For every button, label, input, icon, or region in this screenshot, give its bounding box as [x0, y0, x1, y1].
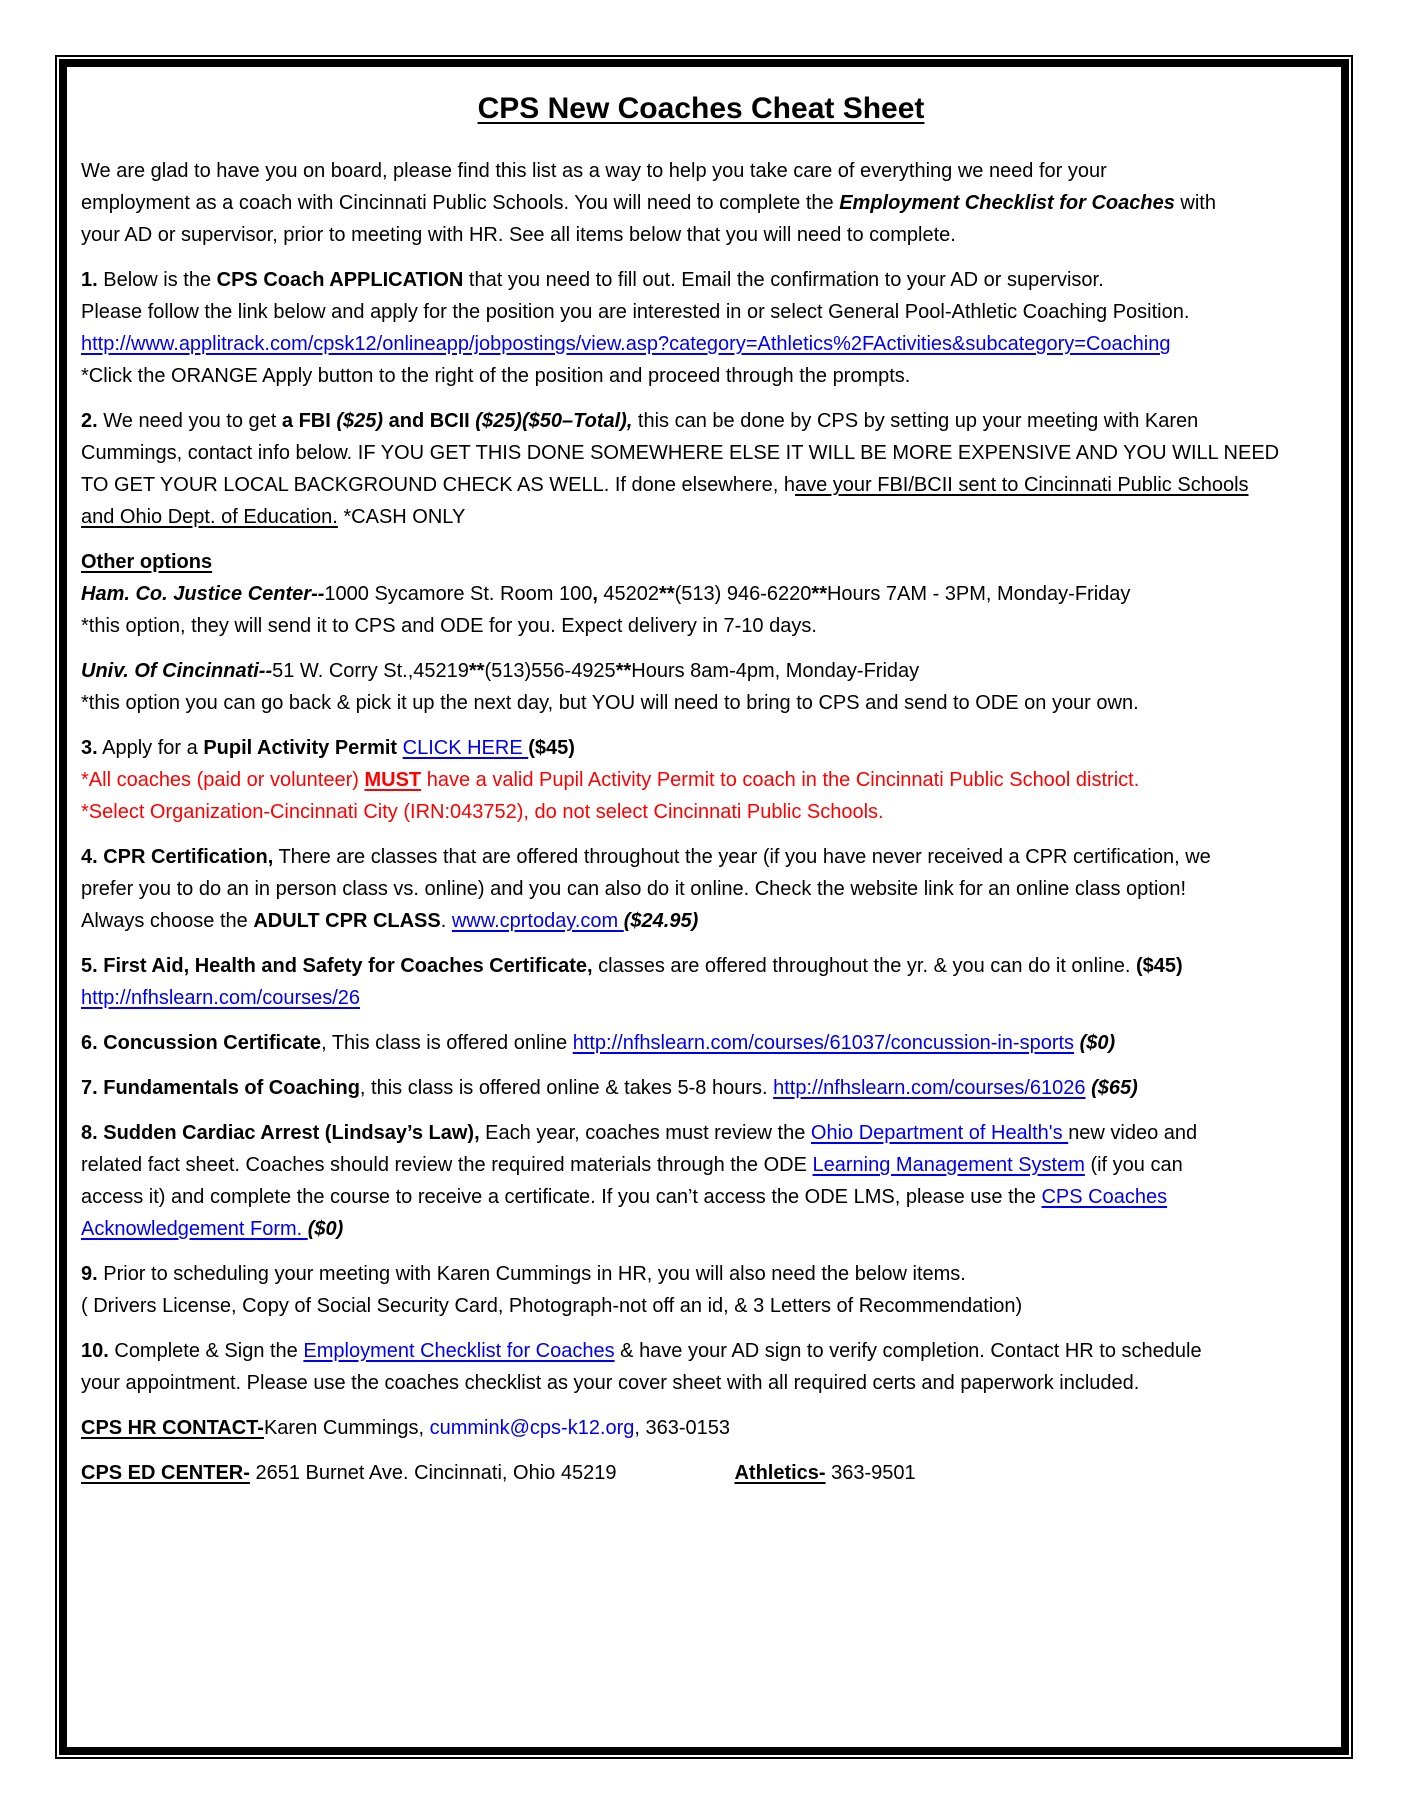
text-run: Ham. Co. Justice Center--: [81, 583, 325, 605]
text-line: [81, 1412, 1321, 1444]
text-run: Apply for a: [97, 737, 204, 759]
text-line: [81, 1335, 1321, 1367]
link-ode-lms[interactable]: Learning Management System: [812, 1154, 1085, 1176]
text-run: *Select Organization-Cincinnati City (IRN:043752), do not select Cincinnati Public Schools.: [81, 801, 884, 823]
item-1-application: [81, 264, 1321, 392]
text-run: ($25): [336, 410, 384, 432]
text-run: ($45): [528, 737, 575, 759]
text-run: 1.: [81, 269, 98, 291]
text-line: [81, 1117, 1321, 1149]
item-2-background-check: [81, 405, 1321, 533]
text-run: Pupil Activity Permit: [203, 737, 403, 759]
text-line: [81, 187, 1321, 219]
item-5-first-aid-certificate: [81, 950, 1321, 1014]
text-line: [81, 905, 1321, 937]
text-run: We need you to get: [97, 410, 282, 432]
text-run: , 363-0153: [634, 1417, 731, 1439]
document-outer-border: [55, 55, 1353, 1759]
other-options-section: [81, 546, 1321, 642]
item-3-pupil-activity-permit: [81, 732, 1321, 828]
text-run: Below is the: [97, 269, 217, 291]
text-line: [81, 469, 1321, 501]
text-run: (513) 946-6220: [674, 583, 812, 605]
text-run: ,: [592, 583, 598, 605]
text-line: [81, 1457, 1321, 1489]
text-line: [81, 578, 1321, 610]
text-run: There are classes that are offered throughout the year (if you have never received a CPR certification, we: [273, 846, 1211, 868]
item-8-sudden-cardiac-arrest: [81, 1117, 1321, 1245]
link-cps-coaches-form-line2[interactable]: Acknowledgement Form.: [81, 1218, 308, 1240]
text-run: 3.: [81, 737, 98, 759]
link-nfhslearn-61026[interactable]: http://nfhslearn.com/courses/61026: [773, 1077, 1086, 1099]
page-title: CPS New Coaches Cheat Sheet: [477, 92, 925, 125]
text-line: [81, 360, 1321, 392]
text-run: and BCII: [383, 410, 476, 432]
link-cps-coaches-form[interactable]: CPS Coaches: [1041, 1186, 1168, 1208]
text-run: CPS HR CONTACT-: [81, 1417, 264, 1439]
text-run: *this option, they will send it to CPS and ODE for you. Expect delivery in 7-10 days.: [81, 615, 817, 637]
text-line: [81, 796, 1321, 828]
text-run: (if you can: [1084, 1154, 1183, 1176]
text-line: [81, 1290, 1321, 1322]
text-run: a FBI: [281, 410, 337, 432]
text-run: employment as a coach with Cincinnati Public Schools. You will need to complete the: [81, 192, 840, 214]
text-run: access it) and complete the course to receive a certificate. If you can’t access the ODE LMS, please use the: [81, 1186, 1042, 1208]
text-run: your appointment. Please use the coaches checklist as your cover sheet with all required certs and paperwork included.: [81, 1372, 1140, 1394]
text-line: [81, 155, 1321, 187]
text-run: Cummings, contact info below. IF YOU GET THIS DONE SOMEWHERE ELSE IT WILL BE MORE EXPENSIVE AND YOU WILL NEED: [81, 442, 1280, 464]
text-line: [81, 873, 1321, 905]
text-line: [81, 982, 1321, 1014]
text-line: [81, 546, 1321, 578]
text-line: [81, 687, 1321, 719]
item-9-meeting-items: [81, 1258, 1321, 1322]
text-run: Hours 7AM - 3PM, Monday-Friday: [826, 583, 1131, 605]
text-run: Each year, coaches must review the: [479, 1122, 811, 1144]
text-run: ($24.95): [623, 910, 699, 932]
text-run: (513)556-4925: [484, 660, 616, 682]
text-line: [81, 1149, 1321, 1181]
text-line: [81, 655, 1321, 687]
text-run: ( Drivers License, Copy of Social Security Card, Photograph-not off an id, & 3 Letters of Recommendation): [81, 1295, 1023, 1317]
text-run: related fact sheet. Coaches should review the required materials through the ODE: [81, 1154, 813, 1176]
link-pupil-activity-permit[interactable]: CLICK HERE: [402, 737, 529, 759]
text-run: ave your FBI/BCII sent to Cincinnati Public Schools: [794, 474, 1249, 496]
text-run: Athletics-: [734, 1462, 826, 1484]
text-line: [81, 296, 1321, 328]
text-run: Univ. Of Cincinnati--: [81, 660, 273, 682]
text-line: [81, 1367, 1321, 1399]
text-line: [81, 328, 1321, 360]
text-run: **: [811, 583, 827, 605]
text-run: *All coaches (paid or volunteer): [81, 769, 365, 791]
text-run: classes are offered throughout the yr. & you can do it online.: [592, 955, 1136, 977]
text-run: 7. Fundamentals of Coaching: [81, 1077, 360, 1099]
text-run: 51 W. Corry St.,45219: [272, 660, 469, 682]
text-run: 2651 Burnet Ave. Cincinnati, Ohio 45219: [249, 1462, 617, 1484]
text-run: ($45): [1135, 955, 1183, 977]
text-run: *CASH ONLY: [337, 506, 466, 528]
text-run: **: [659, 583, 675, 605]
link-nfhslearn-61037[interactable]: http://nfhslearn.com/courses/61037/concussion-in-sports: [572, 1032, 1075, 1054]
text-run: 9.: [81, 1263, 98, 1285]
univ-of-cincinnati-option: [81, 655, 1321, 719]
link-email-cummink[interactable]: cummink@cps-k12.org: [429, 1417, 635, 1439]
link-employment-checklist[interactable]: Employment Checklist for Coaches: [303, 1340, 615, 1362]
text-run: ($65): [1091, 1077, 1138, 1099]
link-ohio-dept-health[interactable]: Ohio Department of Health's: [810, 1122, 1069, 1144]
text-run: Prior to scheduling your meeting with Karen Cummings in HR, you will also need the below items.: [97, 1263, 966, 1285]
text-line: [81, 501, 1321, 533]
item-4-cpr-certification: [81, 841, 1321, 937]
text-run: **: [468, 660, 485, 682]
text-run: , this class is offered online & takes 5-8 hours.: [359, 1077, 774, 1099]
item-6-concussion-certificate: [81, 1027, 1321, 1059]
text-line: [81, 1027, 1321, 1059]
link-nfhslearn-26[interactable]: http://nfhslearn.com/courses/26: [81, 987, 361, 1009]
text-run: 4. CPR Certification,: [81, 846, 274, 868]
text-run: Always choose the: [81, 910, 254, 932]
text-run: ($0): [307, 1218, 344, 1240]
text-run: 6. Concussion Certificate: [81, 1032, 322, 1054]
text-run: 10.: [81, 1340, 109, 1362]
text-run: 5. First Aid, Health and Safety for Coaches Certificate,: [81, 955, 593, 977]
text-line: [81, 841, 1321, 873]
text-run: 363-9501: [825, 1462, 916, 1484]
ed-center-line: [81, 1457, 1321, 1489]
text-run: , This class is offered online: [321, 1032, 573, 1054]
text-line: [81, 1181, 1321, 1213]
text-run: new video and: [1068, 1122, 1198, 1144]
item-7-fundamentals-coaching: [81, 1072, 1321, 1104]
text-run: and Ohio Dept. of Education.: [81, 506, 338, 528]
text-run: Complete & Sign the: [108, 1340, 304, 1362]
text-line: [81, 219, 1321, 251]
text-run: 2.: [81, 410, 98, 432]
text-run: with: [1174, 192, 1216, 214]
text-line: [81, 437, 1321, 469]
text-run: ($25)($50–Total),: [475, 410, 633, 432]
text-line: [81, 610, 1321, 642]
text-run: MUST: [364, 769, 422, 791]
text-line: [81, 764, 1321, 796]
link-applitrack[interactable]: http://www.applitrack.com/cpsk12/onlineapp/jobpostings/view.asp?category=Athletics%2FActivities&subcategory=Coaching: [81, 333, 1171, 355]
text-run: .: [440, 910, 452, 932]
text-line: [81, 1258, 1321, 1290]
item-10-employment-checklist: [81, 1335, 1321, 1399]
document-inner-border: [59, 59, 1349, 1755]
text-run: Please follow the link below and apply for the position you are interested in or select General Pool-Athletic Coaching Position.: [81, 301, 1190, 323]
text-run: 45202: [597, 583, 660, 605]
text-run: this can be done by CPS by setting up your meeting with Karen: [632, 410, 1199, 432]
text-run: prefer you to do an in person class vs. online) and you can also do it online. Check the website link for an online class option!: [81, 878, 1187, 900]
text-run: Employment Checklist for Coaches: [839, 192, 1175, 214]
text-run: Hours 8am-4pm, Monday-Friday: [631, 660, 920, 682]
text-run: 8. Sudden Cardiac Arrest (Lindsay’s Law),: [81, 1122, 480, 1144]
text-run: **: [615, 660, 632, 682]
text-line: [81, 1072, 1321, 1104]
text-run: have a valid Pupil Activity Permit to coach in the Cincinnati Public School district.: [421, 769, 1140, 791]
text-run: ($0): [1079, 1032, 1116, 1054]
link-cprtoday[interactable]: www.cprtoday.com: [451, 910, 624, 932]
text-run: ADULT CPR CLASS: [253, 910, 441, 932]
text-run: *Click the ORANGE Apply button to the right of the position and proceed through the prompts.: [81, 365, 911, 387]
text-run: & have your AD sign to verify completion. Contact HR to schedule: [614, 1340, 1202, 1362]
text-run: *this option you can go back & pick it up the next day, but YOU will need to bring to CPS and send to ODE on your own.: [81, 692, 1139, 714]
text-run: Karen Cummings,: [263, 1417, 430, 1439]
text-run: Other options: [81, 551, 213, 573]
text-line: [81, 405, 1321, 437]
text-line: [81, 1213, 1321, 1245]
text-line: [81, 732, 1321, 764]
intro-paragraph: [81, 155, 1321, 251]
text-run: We are glad to have you on board, please find this list as a way to help you take care of everything we need for your: [81, 160, 1107, 182]
text-run: that you need to fill out. Email the confirmation to your AD or supervisor.: [463, 269, 1104, 291]
text-run: CPS ED CENTER-: [81, 1462, 250, 1484]
text-line: [81, 264, 1321, 296]
text-line: [81, 950, 1321, 982]
text-run: 1000 Sycamore St. Room 100: [324, 583, 593, 605]
text-run: CPS Coach APPLICATION: [216, 269, 464, 291]
text-run: TO GET YOUR LOCAL BACKGROUND CHECK AS WELL. If done elsewhere, h: [81, 474, 795, 496]
document-content: [67, 67, 1341, 1747]
hr-contact-line: [81, 1412, 1321, 1444]
text-run: your AD or supervisor, prior to meeting with HR. See all items below that you will need to complete.: [81, 224, 956, 246]
